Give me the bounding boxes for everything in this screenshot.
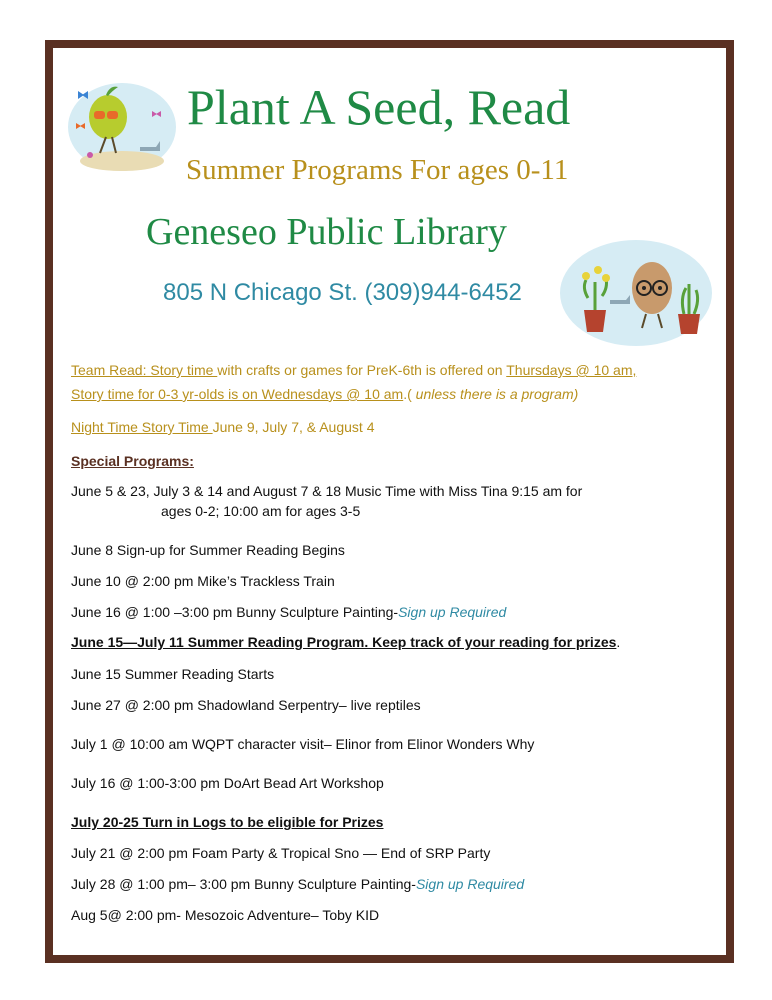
- event-trackless-train: June 10 @ 2:00 pm Mike’s Trackless Train: [71, 573, 335, 589]
- event-bunny-painting-july: [71, 876, 524, 892]
- event-mesozoic: Aug 5@ 2:00 pm- Mesozoic Adventure– Toby KID: [71, 907, 380, 923]
- night-story-line: [71, 419, 374, 435]
- seed-character-illustration: [66, 75, 178, 173]
- flyer-subtitle: Summer Programs For ages 0-11: [186, 154, 569, 186]
- event-signup: June 8 Sign-up for Summer Reading Begins: [71, 542, 345, 558]
- library-address-phone: 805 N Chicago St. (309)944-6452: [163, 279, 522, 306]
- program-exception-note: unless there is a program): [415, 386, 579, 402]
- team-read-line-1: [71, 362, 636, 378]
- library-name: Geneseo Public Library: [146, 211, 507, 253]
- event-bunny-painting-july-text: July 28 @ 1:00 pm– 3:00 pm Bunny Sculpture Painting-: [71, 876, 416, 892]
- signup-required-note-2: Sign up Required: [415, 876, 525, 892]
- event-foam-party: July 21 @ 2:00 pm Foam Party & Tropical Sno — End of SRP Party: [71, 845, 491, 861]
- signup-required-note: Sign up Required: [398, 604, 507, 620]
- program-period: .: [616, 634, 621, 650]
- team-read-label: Team Read: Story time: [71, 362, 218, 378]
- night-story-label: Night Time Story Time: [71, 419, 213, 435]
- event-shadowland: June 27 @ 2:00 pm Shadowland Serpentry– live reptiles: [71, 697, 421, 713]
- event-bunny-painting-june-text: June 16 @ 1:00 –3:00 pm Bunny Sculpture Painting-: [71, 604, 399, 620]
- summer-reading-program-line: [71, 634, 620, 650]
- music-time-line-1: June 5 & 23, July 3 & 14 and August 7 & 18 Music Time with Miss Tina 9:15 am for: [71, 483, 583, 499]
- summer-reading-program: June 15—July 11 Summer Reading Program. Keep track of your reading for prizes: [71, 634, 617, 650]
- special-programs-heading: Special Programs:: [71, 453, 194, 469]
- team-read-line-2: [71, 386, 578, 402]
- music-time-line-2: ages 0-2; 10:00 am for ages 3-5: [161, 503, 361, 519]
- event-doart-workshop: July 16 @ 1:00-3:00 pm DoArt Bead Art Workshop: [71, 775, 384, 791]
- turn-in-logs-heading: July 20-25 Turn in Logs to be eligible for Prizes: [71, 814, 384, 830]
- event-reading-starts: June 15 Summer Reading Starts: [71, 666, 275, 682]
- flyer-title: Plant A Seed, Read: [187, 79, 571, 135]
- team-read-text: with crafts or games for PreK-6th is offered on: [217, 362, 507, 378]
- event-bunny-painting-june: [71, 604, 506, 620]
- thursday-time: Thursdays @ 10 am,: [506, 362, 637, 378]
- night-story-dates: June 9, July 7, & August 4: [212, 419, 375, 435]
- wednesday-story-time: Story time for 0-3 yr-olds is on Wednesdays @ 10 am: [71, 386, 404, 402]
- team-read-paren: .(: [403, 386, 416, 402]
- seed-gardener-illustration: [558, 238, 714, 348]
- event-wqpt-visit: July 1 @ 10:00 am WQPT character visit– Elinor from Elinor Wonders Why: [71, 736, 535, 752]
